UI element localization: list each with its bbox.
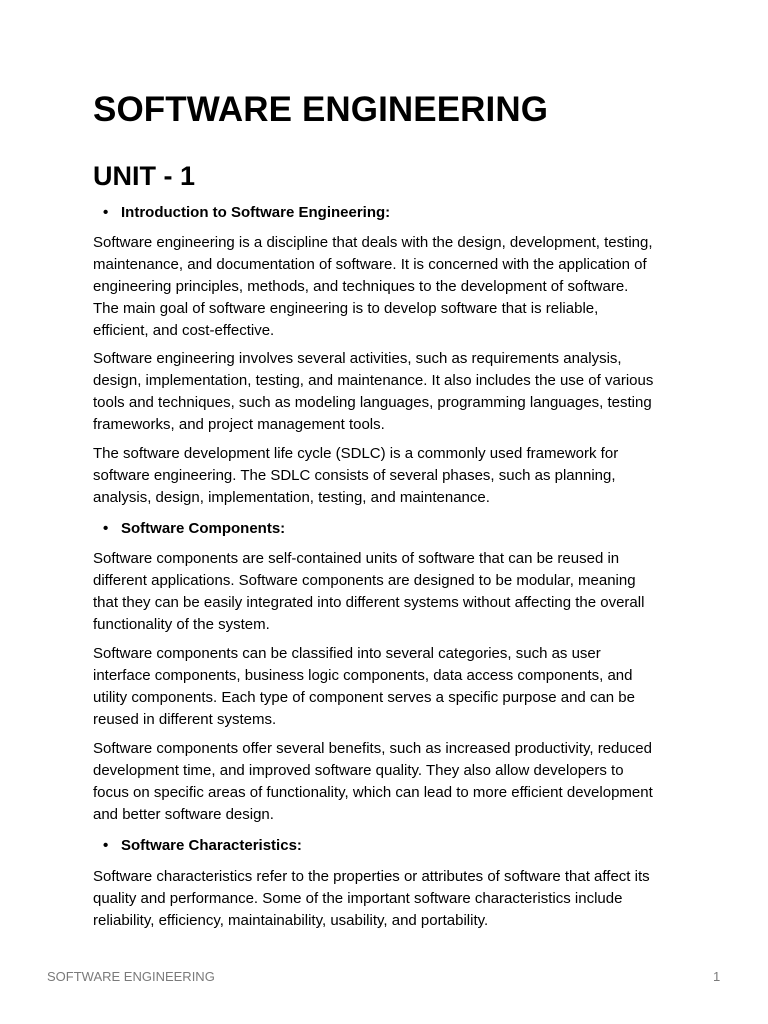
text-line: development time, and improved software quality. They also allow developers to <box>93 762 624 779</box>
page-number: 1 <box>713 969 721 984</box>
page-title: SOFTWARE ENGINEERING <box>93 90 549 129</box>
text-line: Software components are self-contained units of software that can be reused in <box>93 550 620 567</box>
text-line: engineering principles, methods, and techniques to the development of software. <box>93 278 629 295</box>
text-line: and better software design. <box>93 806 274 823</box>
section-heading-label: Software Components: <box>121 520 286 537</box>
paragraph <box>93 443 683 509</box>
section-heading-label: Introduction to Software Engineering: <box>121 204 391 221</box>
paragraph <box>93 348 683 436</box>
text-line: quality and performance. Some of the important software characteristics include <box>93 890 623 907</box>
text-line: tools and techniques, such as modeling languages, programming languages, testing <box>93 394 652 411</box>
text-line: Software components can be classified into several categories, such as user <box>93 645 601 662</box>
bullet-icon: • <box>103 520 109 537</box>
text-line: frameworks, and project management tools. <box>93 416 385 433</box>
text-line: different applications. Software components are designed to be modular, meaning <box>93 572 636 589</box>
text-line: Software characteristics refer to the properties or attributes of software that affect its <box>93 868 650 885</box>
footer-title: SOFTWARE ENGINEERING <box>47 969 215 984</box>
text-line: efficient, and cost-effective. <box>93 322 275 339</box>
paragraph <box>93 866 683 932</box>
text-line: interface components, business logic components, data access components, and <box>93 667 633 684</box>
unit-heading: UNIT - 1 <box>93 161 196 191</box>
text-line: reliability, efficiency, maintainability, usability, and portability. <box>93 912 489 929</box>
text-line: software engineering. The SDLC consists of several phases, such as planning, <box>93 467 616 484</box>
text-line: Software components offer several benefits, such as increased productivity, reduced <box>93 740 652 757</box>
text-line: utility components. Each type of component serves a specific purpose and can be <box>93 689 635 706</box>
text-line: The main goal of software engineering is to develop software that is reliable, <box>93 300 599 317</box>
text-line: The software development life cycle (SDLC) is a commonly used framework for <box>93 445 619 462</box>
text-line: maintenance, and documentation of software. It is concerned with the application of <box>93 256 647 273</box>
section-heading-label: Software Characteristics: <box>121 837 302 854</box>
text-line: Software engineering involves several activities, such as requirements analysis, <box>93 350 622 367</box>
bullet-icon: • <box>103 837 109 854</box>
paragraph <box>93 548 683 636</box>
paragraph <box>93 643 683 731</box>
text-line: focus on specific areas of functionality, which can lead to more efficient development <box>93 784 653 801</box>
text-line: reused in different systems. <box>93 711 277 728</box>
bullet-icon: • <box>103 204 109 221</box>
paragraph <box>93 232 683 342</box>
text-line: Software engineering is a discipline that deals with the design, development, testing, <box>93 234 653 251</box>
text-line: functionality of the system. <box>93 616 270 633</box>
text-line: analysis, design, implementation, testing, and maintenance. <box>93 489 490 506</box>
text-line: design, implementation, testing, and maintenance. It also includes the use of various <box>93 372 654 389</box>
text-line: that they can be easily integrated into different systems without affecting the overall <box>93 594 645 611</box>
paragraph <box>93 738 683 826</box>
